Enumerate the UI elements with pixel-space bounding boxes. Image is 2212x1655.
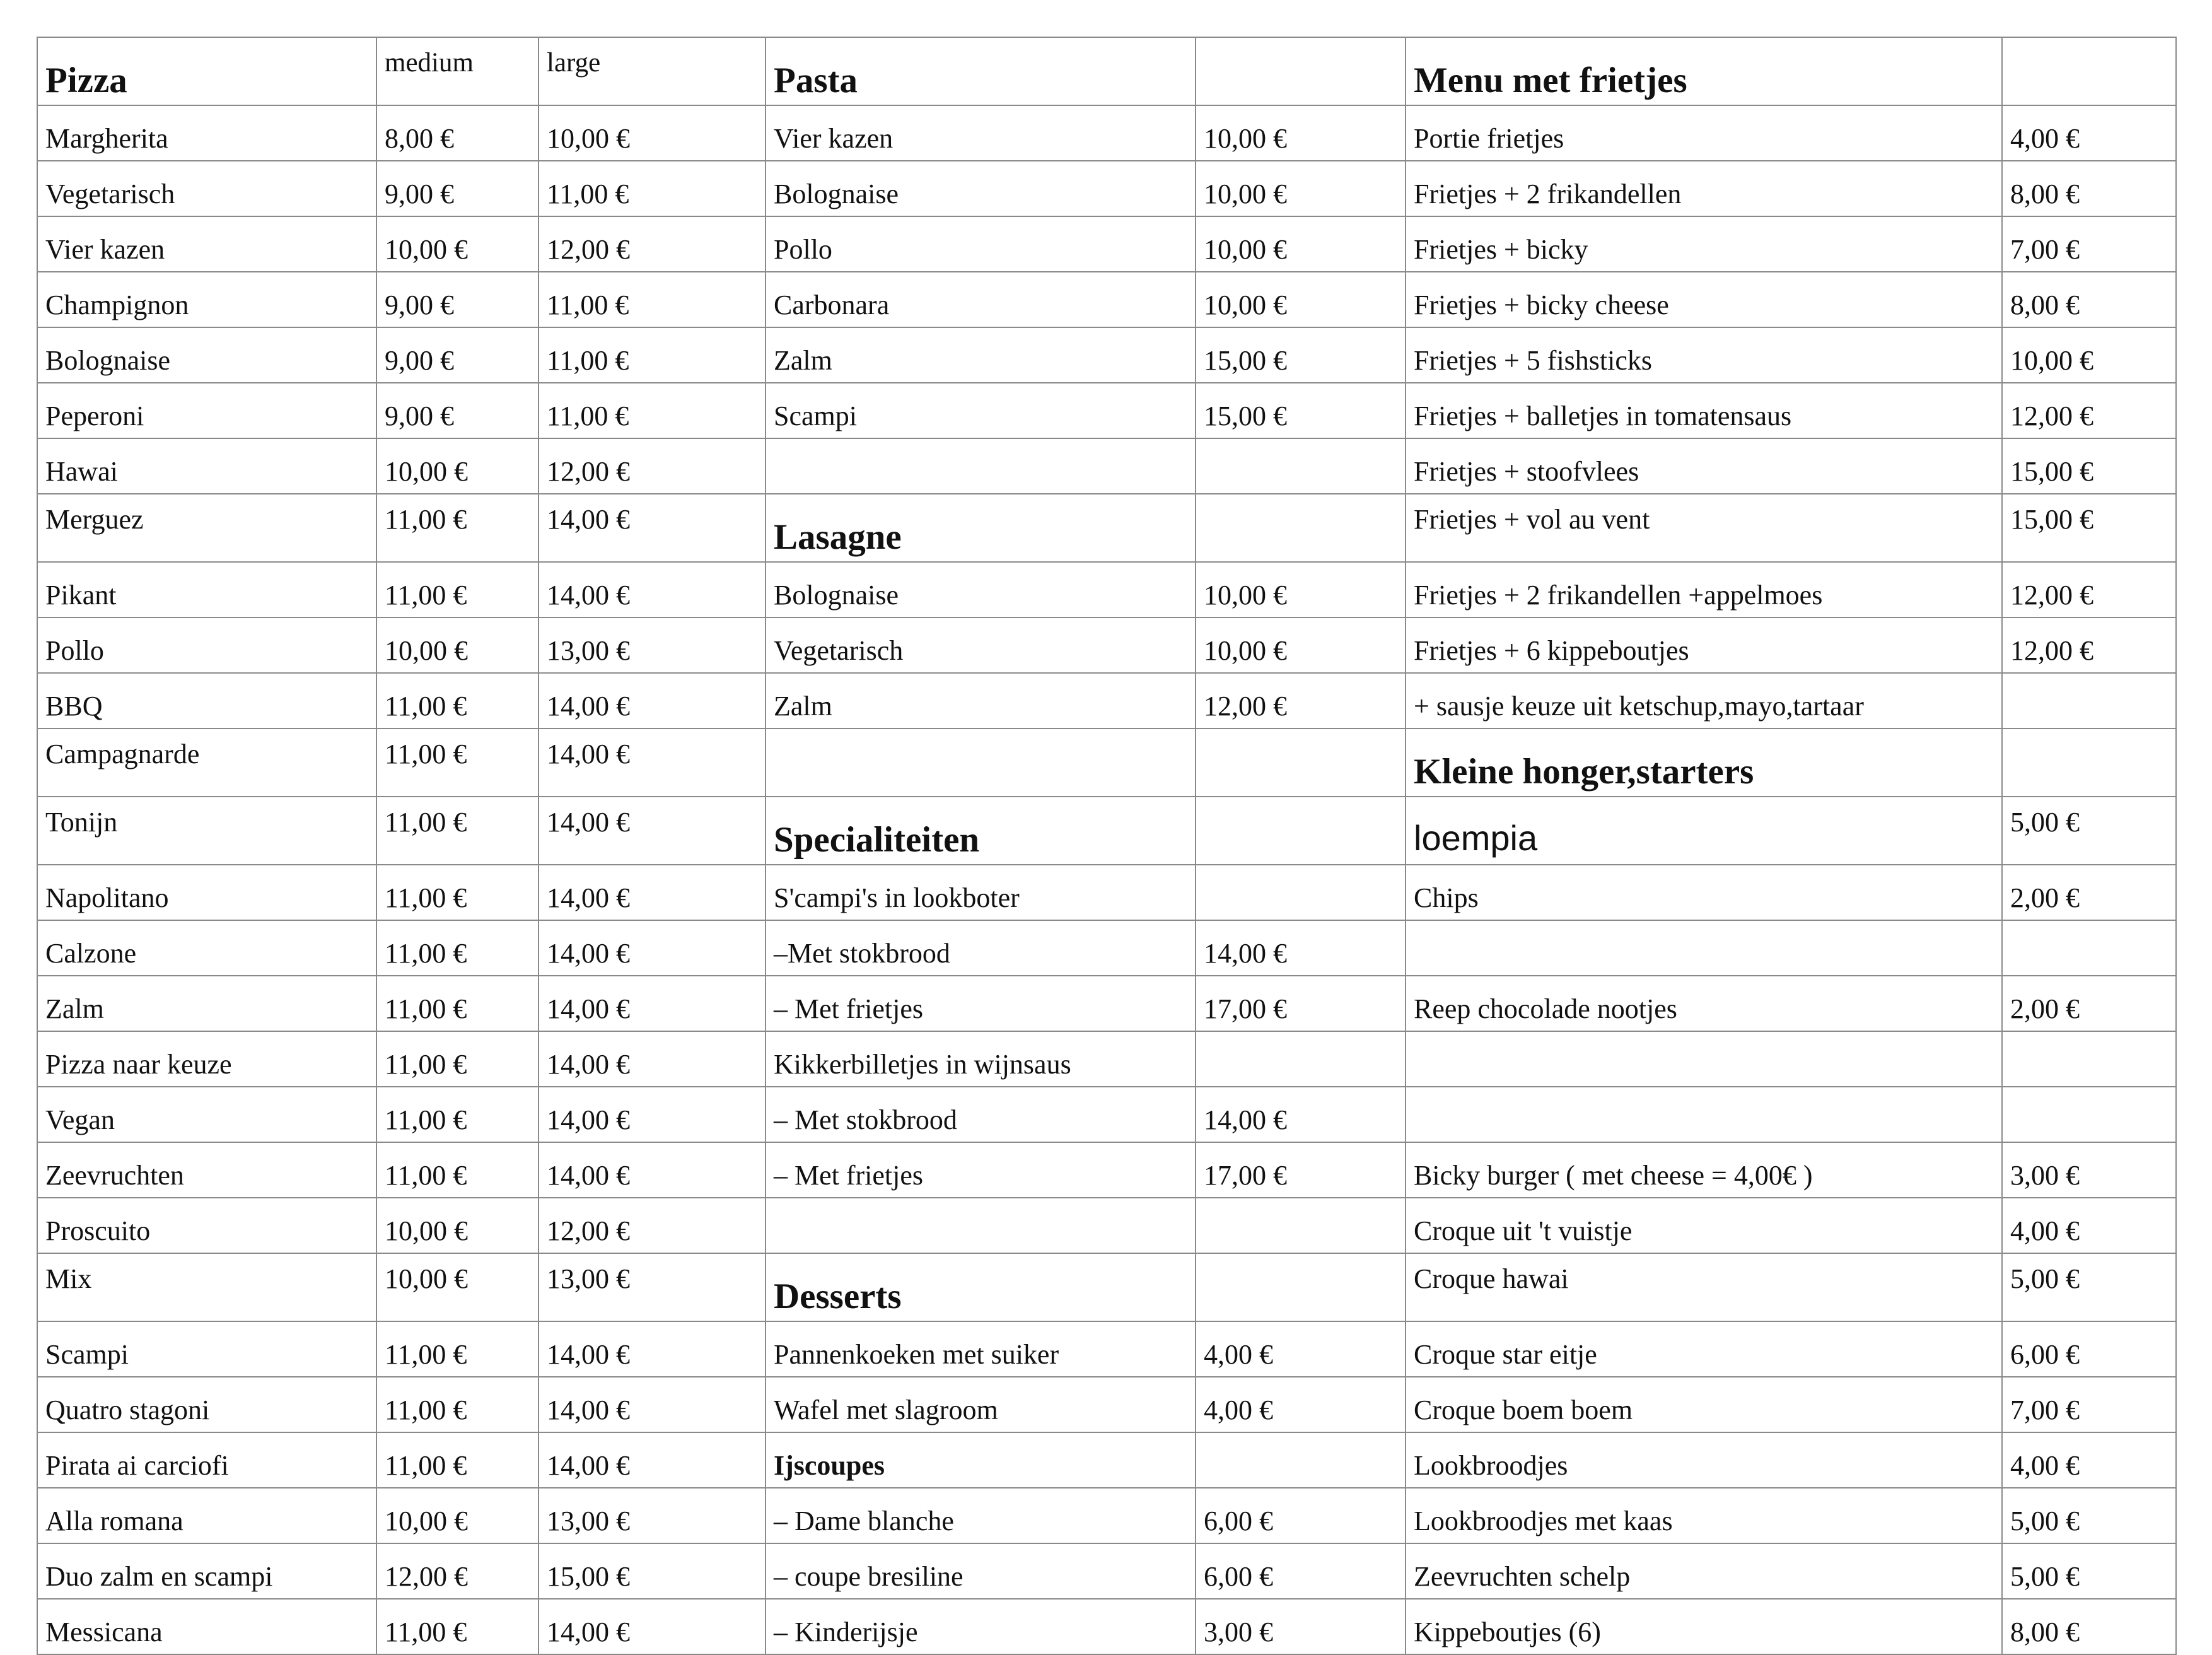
pizza-price-large: 14,00 € (538, 1432, 765, 1488)
table-row (37, 1087, 2176, 1142)
header-row (37, 37, 2176, 105)
pizza-price-medium: 9,00 € (376, 161, 538, 216)
pasta-price: 10,00 € (1196, 272, 1406, 327)
table-row (37, 562, 2176, 617)
pizza-name: Vier kazen (37, 216, 376, 272)
lasagne-heading: Lasagne (765, 494, 1196, 562)
empty-cell (765, 728, 1196, 797)
pizza-price-medium: 11,00 € (376, 797, 538, 865)
pizza-price-medium: 11,00 € (376, 1321, 538, 1377)
lasagne-name: Bolognaise (765, 562, 1196, 617)
pizza-price-medium: 11,00 € (376, 1142, 538, 1198)
pizza-price-medium: 11,00 € (376, 728, 538, 797)
lasagne-price: 10,00 € (1196, 617, 1406, 673)
pizza-name: Napolitano (37, 865, 376, 920)
empty-cell (1406, 1087, 2002, 1142)
empty-cell (2002, 920, 2176, 976)
pizza-name: Calzone (37, 920, 376, 976)
snack-name: Bicky burger ( met cheese = 4,00€ ) (1406, 1142, 2002, 1198)
empty-cell (765, 1198, 1196, 1253)
table-row (37, 1599, 2176, 1654)
snack-name: Croque boem boem (1406, 1377, 2002, 1432)
snack-price: 7,00 € (2002, 1377, 2176, 1432)
frietjes-name: Frietjes + 6 kippeboutjes (1406, 617, 2002, 673)
ijscoupe-name: – coupe bresiline (765, 1543, 1196, 1599)
pizza-price-large: 14,00 € (538, 797, 765, 865)
menu-table (37, 37, 2177, 1655)
snack-name: Lookbroodjes (1406, 1432, 2002, 1488)
pizza-price-medium: 11,00 € (376, 1432, 538, 1488)
empty-cell (1196, 438, 1406, 494)
specialiteiten-heading: Specialiteiten (765, 797, 1196, 865)
starter-name: loempia (1406, 797, 2002, 865)
dessert-price: 4,00 € (1196, 1377, 1406, 1432)
specialty-price: 14,00 € (1196, 920, 1406, 976)
pizza-price-medium: 11,00 € (376, 1599, 538, 1654)
snack-price: 5,00 € (2002, 1543, 2176, 1599)
pizza-name: Champignon (37, 272, 376, 327)
frietjes-name: Frietjes + 2 frikandellen +appelmoes (1406, 562, 2002, 617)
lasagne-price: 12,00 € (1196, 673, 1406, 728)
lasagne-name: Zalm (765, 673, 1196, 728)
specialty-name: S'campi's in lookboter (765, 865, 1196, 920)
pasta-name: Pollo (765, 216, 1196, 272)
empty-cell (1196, 1198, 1406, 1253)
sauce-note: + sausje keuze uit ketschup,mayo,tartaar (1406, 673, 2002, 728)
frietjes-name: Frietjes + bicky (1406, 216, 2002, 272)
frietjes-price: 15,00 € (2002, 494, 2176, 562)
pasta-name: Scampi (765, 383, 1196, 438)
pizza-price-medium: 11,00 € (376, 920, 538, 976)
pizza-name: Bolognaise (37, 327, 376, 383)
table-row (37, 1432, 2176, 1488)
pizza-price-medium: 9,00 € (376, 327, 538, 383)
pizza-name: Mix (37, 1253, 376, 1321)
table-row (37, 161, 2176, 216)
pizza-price-large: 11,00 € (538, 327, 765, 383)
frietjes-price: 8,00 € (2002, 272, 2176, 327)
table-row (37, 617, 2176, 673)
pizza-price-medium: 10,00 € (376, 1253, 538, 1321)
snack-price: 6,00 € (2002, 1321, 2176, 1377)
table-row (37, 673, 2176, 728)
pasta-price: 10,00 € (1196, 105, 1406, 161)
pizza-price-large: 12,00 € (538, 1198, 765, 1253)
snack-price: 8,00 € (2002, 1599, 2176, 1654)
pizza-price-medium: 11,00 € (376, 865, 538, 920)
pizza-name: Messicana (37, 1599, 376, 1654)
pizza-price-large: 14,00 € (538, 976, 765, 1031)
pizza-name: Pollo (37, 617, 376, 673)
pizza-name: Peperoni (37, 383, 376, 438)
pizza-name: Alla romana (37, 1488, 376, 1543)
dessert-name: Wafel met slagroom (765, 1377, 1196, 1432)
medium-size-heading: medium (376, 37, 538, 105)
frietjes-price: 7,00 € (2002, 216, 2176, 272)
frietjes-price: 12,00 € (2002, 383, 2176, 438)
pasta-price: 10,00 € (1196, 161, 1406, 216)
large-size-heading: large (538, 37, 765, 105)
snack-price: 5,00 € (2002, 1488, 2176, 1543)
kleine-honger-heading: Kleine honger,starters (1406, 728, 2002, 797)
snack-name: Croque hawai (1406, 1253, 2002, 1321)
pizza-name: Pizza naar keuze (37, 1031, 376, 1087)
table-row (37, 105, 2176, 161)
pizza-name: Campagnarde (37, 728, 376, 797)
pizza-price-medium: 10,00 € (376, 438, 538, 494)
table-row (37, 1321, 2176, 1377)
table-row (37, 272, 2176, 327)
pizza-price-medium: 8,00 € (376, 105, 538, 161)
frietjes-price: 12,00 € (2002, 617, 2176, 673)
menu-page (37, 37, 2177, 1655)
pizza-name: Margherita (37, 105, 376, 161)
lasagne-name: Vegetarisch (765, 617, 1196, 673)
pizza-price-medium: 11,00 € (376, 1087, 538, 1142)
pasta-name: Zalm (765, 327, 1196, 383)
empty-cell (2002, 37, 2176, 105)
pasta-heading: Pasta (765, 37, 1196, 105)
snack-price: 3,00 € (2002, 1142, 2176, 1198)
specialty-price: 17,00 € (1196, 976, 1406, 1031)
pasta-name: Vier kazen (765, 105, 1196, 161)
empty-cell (1196, 797, 1406, 865)
starter-name: Reep chocolade nootjes (1406, 976, 2002, 1031)
snack-price: 5,00 € (2002, 1253, 2176, 1321)
pizza-price-medium: 10,00 € (376, 1488, 538, 1543)
starter-price: 5,00 € (2002, 797, 2176, 865)
desserts-heading: Desserts (765, 1253, 1196, 1321)
table-row (37, 438, 2176, 494)
frietjes-price: 12,00 € (2002, 562, 2176, 617)
frietjes-name: Frietjes + bicky cheese (1406, 272, 2002, 327)
pizza-price-large: 14,00 € (538, 562, 765, 617)
pizza-price-medium: 12,00 € (376, 1543, 538, 1599)
ijscoupe-price: 6,00 € (1196, 1543, 1406, 1599)
table-row (37, 327, 2176, 383)
pizza-heading: Pizza (37, 37, 376, 105)
starter-price: 2,00 € (2002, 976, 2176, 1031)
ijscoupe-price: 3,00 € (1196, 1599, 1406, 1654)
empty-cell (1196, 37, 1406, 105)
table-row (37, 1031, 2176, 1087)
pizza-price-large: 15,00 € (538, 1543, 765, 1599)
starter-price: 2,00 € (2002, 865, 2176, 920)
frietjes-price: 15,00 € (2002, 438, 2176, 494)
pasta-price: 15,00 € (1196, 327, 1406, 383)
pizza-price-large: 14,00 € (538, 728, 765, 797)
pizza-price-large: 13,00 € (538, 1253, 765, 1321)
frietjes-price: 8,00 € (2002, 161, 2176, 216)
pizza-price-large: 11,00 € (538, 272, 765, 327)
snack-name: Lookbroodjes met kaas (1406, 1488, 2002, 1543)
pizza-name: Tonijn (37, 797, 376, 865)
dessert-price: 4,00 € (1196, 1321, 1406, 1377)
pizza-name: Proscuito (37, 1198, 376, 1253)
pizza-price-large: 13,00 € (538, 1488, 765, 1543)
pizza-price-medium: 11,00 € (376, 494, 538, 562)
specialty-option: – Met frietjes (765, 976, 1196, 1031)
pizza-name: Merguez (37, 494, 376, 562)
frietjes-price: 4,00 € (2002, 105, 2176, 161)
table-row (37, 1488, 2176, 1543)
frietjes-name: Frietjes + 2 frikandellen (1406, 161, 2002, 216)
empty-cell (2002, 1087, 2176, 1142)
table-row (37, 797, 2176, 865)
table-row (37, 920, 2176, 976)
empty-cell (1196, 865, 1406, 920)
frietjes-name: Frietjes + vol au vent (1406, 494, 2002, 562)
empty-cell (1406, 920, 2002, 976)
pizza-price-medium: 11,00 € (376, 562, 538, 617)
snack-price: 4,00 € (2002, 1432, 2176, 1488)
pizza-name: Hawai (37, 438, 376, 494)
pizza-name: Scampi (37, 1321, 376, 1377)
ijscoupes-heading: Ijscoupes (765, 1432, 1196, 1488)
pizza-name: Zeevruchten (37, 1142, 376, 1198)
pasta-name: Carbonara (765, 272, 1196, 327)
pizza-price-large: 11,00 € (538, 383, 765, 438)
snack-price: 4,00 € (2002, 1198, 2176, 1253)
pizza-price-large: 14,00 € (538, 865, 765, 920)
empty-cell (765, 438, 1196, 494)
empty-cell (1196, 494, 1406, 562)
pizza-price-medium: 10,00 € (376, 1198, 538, 1253)
specialty-name: Kikkerbilletjes in wijnsaus (765, 1031, 1196, 1087)
table-row (37, 976, 2176, 1031)
pizza-price-large: 13,00 € (538, 617, 765, 673)
pizza-price-large: 12,00 € (538, 216, 765, 272)
pizza-price-medium: 11,00 € (376, 976, 538, 1031)
pasta-price: 10,00 € (1196, 216, 1406, 272)
snack-name: Croque star eitje (1406, 1321, 2002, 1377)
pizza-price-large: 12,00 € (538, 438, 765, 494)
pizza-price-large: 14,00 € (538, 673, 765, 728)
pizza-name: Zalm (37, 976, 376, 1031)
pizza-price-large: 14,00 € (538, 1321, 765, 1377)
pizza-price-medium: 10,00 € (376, 617, 538, 673)
specialty-option: – Met stokbrood (765, 1087, 1196, 1142)
empty-cell (2002, 673, 2176, 728)
empty-cell (1196, 1432, 1406, 1488)
pizza-price-medium: 9,00 € (376, 383, 538, 438)
pasta-name: Bolognaise (765, 161, 1196, 216)
pasta-price: 15,00 € (1196, 383, 1406, 438)
pizza-price-medium: 9,00 € (376, 272, 538, 327)
table-row (37, 216, 2176, 272)
pizza-name: Vegan (37, 1087, 376, 1142)
table-row (37, 494, 2176, 562)
pizza-price-large: 14,00 € (538, 1142, 765, 1198)
pizza-price-medium: 11,00 € (376, 1377, 538, 1432)
specialty-option: –Met stokbrood (765, 920, 1196, 976)
pizza-price-large: 14,00 € (538, 494, 765, 562)
table-row (37, 1198, 2176, 1253)
empty-cell (1196, 1253, 1406, 1321)
table-row (37, 1543, 2176, 1599)
table-row (37, 1377, 2176, 1432)
snack-name: Zeevruchten schelp (1406, 1543, 2002, 1599)
frietjes-name: Portie frietjes (1406, 105, 2002, 161)
empty-cell (2002, 728, 2176, 797)
ijscoupe-price: 6,00 € (1196, 1488, 1406, 1543)
pizza-name: Duo zalm en scampi (37, 1543, 376, 1599)
pizza-price-medium: 10,00 € (376, 216, 538, 272)
pizza-name: BBQ (37, 673, 376, 728)
ijscoupe-name: – Kinderijsje (765, 1599, 1196, 1654)
pizza-price-large: 14,00 € (538, 1377, 765, 1432)
pizza-price-large: 14,00 € (538, 1599, 765, 1654)
frietjes-price: 10,00 € (2002, 327, 2176, 383)
pizza-price-large: 11,00 € (538, 161, 765, 216)
table-row (37, 1253, 2176, 1321)
empty-cell (1406, 1031, 2002, 1087)
specialty-price: 17,00 € (1196, 1142, 1406, 1198)
pizza-price-large: 14,00 € (538, 1031, 765, 1087)
pizza-price-large: 14,00 € (538, 1087, 765, 1142)
empty-cell (1196, 1031, 1406, 1087)
pizza-price-medium: 11,00 € (376, 1031, 538, 1087)
frietjes-name: Frietjes + stoofvlees (1406, 438, 2002, 494)
pizza-price-large: 14,00 € (538, 920, 765, 976)
pizza-price-large: 10,00 € (538, 105, 765, 161)
menu-frietjes-heading: Menu met frietjes (1406, 37, 2002, 105)
lasagne-price: 10,00 € (1196, 562, 1406, 617)
pizza-name: Vegetarisch (37, 161, 376, 216)
frietjes-name: Frietjes + 5 fishsticks (1406, 327, 2002, 383)
table-row (37, 865, 2176, 920)
pizza-name: Pikant (37, 562, 376, 617)
pizza-price-medium: 11,00 € (376, 673, 538, 728)
pizza-name: Pirata ai carciofi (37, 1432, 376, 1488)
starter-name: Chips (1406, 865, 2002, 920)
ijscoupe-name: – Dame blanche (765, 1488, 1196, 1543)
table-row (37, 728, 2176, 797)
pizza-name: Quatro stagoni (37, 1377, 376, 1432)
empty-cell (1196, 728, 1406, 797)
empty-cell (2002, 1031, 2176, 1087)
specialty-option: – Met frietjes (765, 1142, 1196, 1198)
specialty-price: 14,00 € (1196, 1087, 1406, 1142)
frietjes-name: Frietjes + balletjes in tomatensaus (1406, 383, 2002, 438)
table-row (37, 383, 2176, 438)
snack-name: Croque uit 't vuistje (1406, 1198, 2002, 1253)
dessert-name: Pannenkoeken met suiker (765, 1321, 1196, 1377)
table-row (37, 1142, 2176, 1198)
snack-name: Kippeboutjes (6) (1406, 1599, 2002, 1654)
